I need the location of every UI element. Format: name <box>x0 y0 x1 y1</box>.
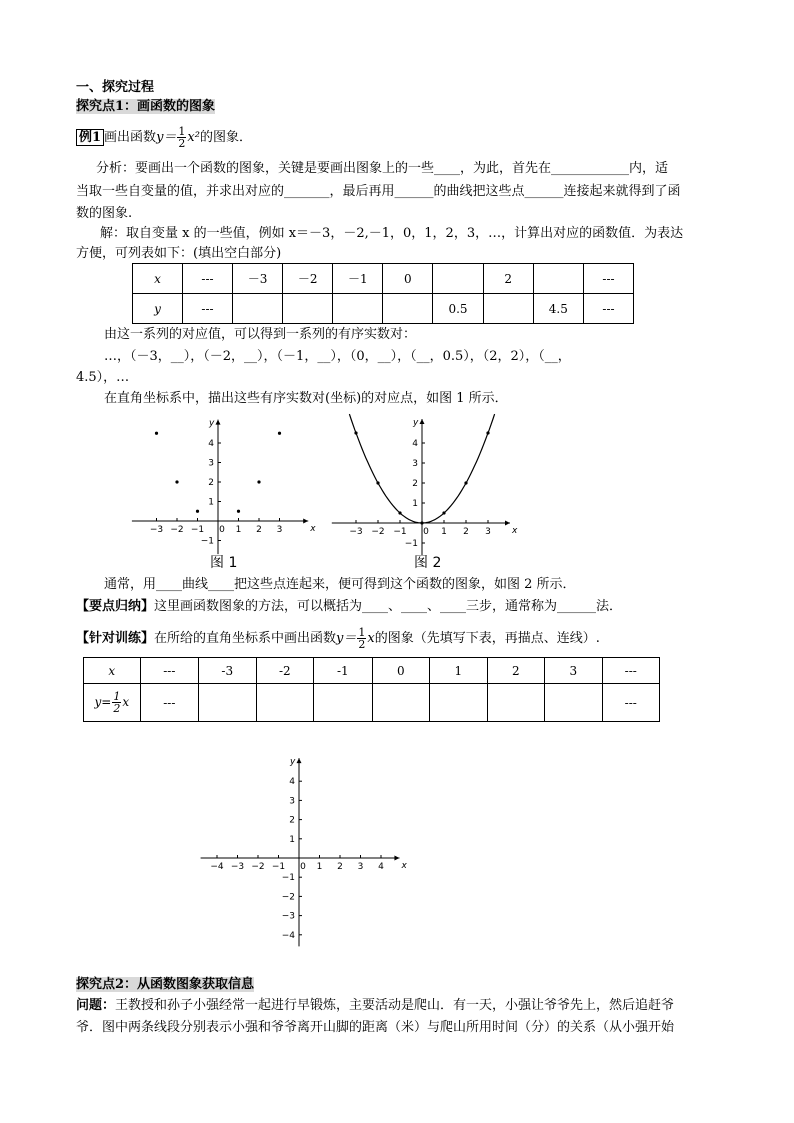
example-badge: 例1 <box>76 129 104 146</box>
table1-row-y <box>133 294 634 324</box>
x-tick-label: −1 <box>190 525 205 535</box>
analysis-line1: 分析：要画出一个函数的图象，关键是要画出图象上的一些____，为此，首先在____________内，适 <box>96 161 669 176</box>
fig1-point <box>155 432 158 435</box>
fig1-point <box>237 510 240 513</box>
table1-cell: 0 <box>383 264 433 294</box>
table1-cell: --- <box>583 264 633 294</box>
x-tick-label: 2 <box>256 525 262 535</box>
fig2-point <box>376 481 379 484</box>
fig2-point <box>398 511 401 514</box>
table1-cell: －2 <box>283 264 333 294</box>
table1-cell <box>433 264 483 294</box>
y-tick-label: 3 <box>208 458 214 469</box>
y-tick-label: −2 <box>281 892 295 903</box>
problem-label: 问题： <box>76 998 116 1013</box>
x-tick-label: −3 <box>230 862 245 872</box>
table2-y-frac-num: 1 <box>113 690 121 703</box>
x-tick-label: 0 <box>423 527 429 537</box>
fig2-point <box>442 511 445 514</box>
y-tick-label: 3 <box>412 459 418 469</box>
y-tick-label: −1 <box>200 536 214 547</box>
training-frac-den: 2 <box>358 638 366 651</box>
x-tick-label: −3 <box>349 527 363 537</box>
y-tick-label: 2 <box>208 478 214 488</box>
x-tick-label: −2 <box>371 527 385 537</box>
figure-2 <box>336 414 516 566</box>
section-title: 一、探究过程 <box>76 80 155 95</box>
blank-coordinate-grid <box>200 750 410 945</box>
example-pre: 画出函数 <box>104 130 157 145</box>
table1-cell <box>333 294 383 324</box>
fig1-point <box>278 432 281 435</box>
y-tick-label: 2 <box>289 815 295 826</box>
y-tick-label: 1 <box>208 497 214 508</box>
y-axis-arrow <box>420 419 425 424</box>
x-axis-arrow <box>303 519 308 524</box>
training-line <box>76 622 600 656</box>
problem-line1 <box>76 997 674 1015</box>
table1-cell <box>232 294 282 324</box>
pairs-line2: …，（－3，__），（－2，__），（－1，__），（0，__），（__，0.5），（2，2），（__， <box>104 349 571 364</box>
solution-line2: 方便，可列表如下：(填出空白部分) <box>76 246 282 261</box>
x-tick-label: 0 <box>219 525 225 535</box>
x-tick-label: −2 <box>251 862 265 872</box>
y-tick-label: 4 <box>412 439 418 449</box>
table2-cell: -1 <box>314 658 373 684</box>
value-table-2 <box>83 657 660 722</box>
table1-cell <box>283 294 333 324</box>
summary-text: 这里画函数图象的方法，可以概括为____、____、____三步，通常称为______法． <box>154 599 623 614</box>
fig1-point <box>196 510 199 513</box>
table1-cell <box>533 264 583 294</box>
table1-cell <box>383 294 433 324</box>
x-axis-arrow <box>394 856 399 861</box>
table2-cell: 2 <box>487 658 544 684</box>
y-tick-label: 2 <box>412 479 418 489</box>
table1-cell: 0.5 <box>433 294 483 324</box>
x-tick-label: 0 <box>300 862 306 872</box>
pairs-line3: 4.5），… <box>76 370 130 385</box>
table2-y-frac-den: 2 <box>113 702 121 715</box>
summary-label: 【要点归纳】 <box>76 599 155 614</box>
fig1-point <box>175 480 178 483</box>
fig2-point <box>420 521 423 524</box>
x-tick-label: 1 <box>235 525 242 535</box>
pairs-line4: 在直角坐标系中，描出这些有序实数对(坐标)的对应点，如图 1 所示． <box>104 391 508 406</box>
table2-row-x <box>84 658 660 684</box>
x-axis-arrow <box>505 521 510 526</box>
fig1-axes <box>132 419 316 555</box>
grid-axes <box>201 757 408 946</box>
x-tick-label: −2 <box>170 525 184 535</box>
training-label: 【针对训练】 <box>76 631 155 646</box>
example-post: 的图象． <box>199 130 252 145</box>
training-fraction <box>357 627 366 650</box>
x-tick-label: −3 <box>149 525 164 535</box>
table2-cell <box>199 684 257 722</box>
problem-text1: 王教授和孙子小强经常一起进行早锻炼，主要活动是爬山．有一天，小强让爷爷先上，然后追赶爷 <box>115 998 675 1013</box>
y-tick-label: −4 <box>281 930 295 941</box>
table1-cell: --- <box>183 294 233 324</box>
example-line <box>76 120 252 156</box>
table2-cell: --- <box>140 684 198 722</box>
table1-cell: －1 <box>333 264 383 294</box>
y-tick-label: −1 <box>281 873 295 884</box>
y-tick-label: −3 <box>281 911 295 922</box>
fig2-point <box>354 431 357 434</box>
training-pre: 在所给的直角坐标系中画出函数 <box>154 631 337 646</box>
table2-cell: 0 <box>372 658 429 684</box>
fig2-axes <box>332 418 518 555</box>
table2-cell <box>430 684 487 722</box>
example-func-x: x² <box>187 130 200 145</box>
x-tick-label: −1 <box>271 862 286 872</box>
table2-cell <box>314 684 373 722</box>
point2-title <box>76 976 254 994</box>
problem-line2: 爷．图中两条线段分别表示小强和爷爷离开山脚的距离（米）与爬山所用时间（分）的关系（从小强开始 <box>76 1020 675 1035</box>
table1-cell: 2 <box>483 264 533 294</box>
figure-1 <box>132 414 316 566</box>
y-tick-label: 4 <box>289 777 295 788</box>
analysis-line3: 数的图象. <box>76 206 133 221</box>
x-axis-label: x <box>401 861 407 871</box>
x-tick-label: 3 <box>276 525 283 535</box>
table2-y-post: x <box>122 695 130 709</box>
table2-cell: --- <box>602 684 660 722</box>
x-tick-label: 1 <box>316 862 323 872</box>
x-tick-label: −4 <box>210 862 224 872</box>
y-axis-label: y <box>290 757 296 768</box>
y-tick-label: 3 <box>289 796 295 807</box>
fig2-point <box>486 431 489 434</box>
table2-cell: 3 <box>545 658 602 684</box>
table2-y-label <box>84 684 141 722</box>
table2-cell <box>256 684 314 722</box>
pairs-line1: 由这一系列的对应值，可以得到一系列的有序实数对： <box>104 327 417 342</box>
x-tick-label: 3 <box>485 527 491 537</box>
table2-cell: x <box>84 658 141 684</box>
table1-row-x <box>133 264 634 294</box>
point2-title-text: 探究点2：从函数图象获取信息 <box>76 977 255 992</box>
value-table-1 <box>132 263 634 324</box>
point1-title <box>76 98 215 116</box>
fig1-point <box>257 480 260 483</box>
connect-line: 通常，用____曲线____把这些点连起来，便可得到这个函数的图象，如图 2 所示． <box>104 577 576 592</box>
table1-cell: 4.5 <box>533 294 583 324</box>
solution-line1: 解：取自变量 x 的一些值，例如 x＝－3，－2,－1，0，1，2，3，…，计算出对应的函数值．为表达 <box>100 226 684 241</box>
table2-cell: --- <box>140 658 198 684</box>
table2-y-fraction <box>112 691 121 714</box>
fig2-point <box>464 481 467 484</box>
y-axis-arrow <box>297 758 302 763</box>
x-tick-label: 4 <box>378 862 384 872</box>
training-func-x: x <box>367 631 375 646</box>
figure-1-caption: 图 1 <box>210 555 238 571</box>
table1-cell: --- <box>583 294 633 324</box>
table2-cell <box>487 684 544 722</box>
y-tick-label: 1 <box>289 834 295 845</box>
example-func-y: y＝ <box>156 130 177 145</box>
table2-cell: --- <box>602 658 660 684</box>
figure-2-caption: 图 2 <box>414 555 442 571</box>
x-tick-label: 2 <box>337 862 343 872</box>
table2-cell: 1 <box>430 658 487 684</box>
y-tick-label: 4 <box>208 439 214 449</box>
y-tick-label: −1 <box>404 539 418 549</box>
training-frac-num: 1 <box>358 626 366 639</box>
x-tick-label: 3 <box>357 862 364 872</box>
training-func-y: y＝ <box>336 631 357 646</box>
example-frac-num: 1 <box>178 125 186 138</box>
x-tick-label: 2 <box>463 527 469 537</box>
example-frac-den: 2 <box>178 137 186 150</box>
table2-cell: -3 <box>199 658 257 684</box>
summary-line <box>76 598 622 616</box>
table2-cell: -2 <box>256 658 314 684</box>
table1-cell: y <box>133 294 183 324</box>
y-tick-label: 1 <box>412 499 418 509</box>
x-tick-label: −1 <box>393 527 407 537</box>
x-axis-label: x <box>512 526 518 536</box>
table2-cell <box>372 684 429 722</box>
point1-title-text: 探究点1：画函数的图象 <box>76 99 216 114</box>
table2-row-y <box>84 684 660 722</box>
table1-cell: --- <box>183 264 233 294</box>
y-axis-label: y <box>413 418 419 428</box>
table2-cell <box>545 684 602 722</box>
table1-cell <box>483 294 533 324</box>
x-axis-label: x <box>310 524 316 534</box>
x-tick-label: 1 <box>441 527 447 537</box>
y-axis-arrow <box>216 420 221 425</box>
y-axis-label: y <box>209 418 215 429</box>
training-post: 的图象（先填写下表，再描点、连线）. <box>374 631 600 646</box>
table1-cell: －3 <box>232 264 282 294</box>
example-fraction <box>177 126 186 149</box>
table1-cell: x <box>133 264 183 294</box>
analysis-line2: 当取一些自变量的值，并求出对应的_______，最后再用______的曲线把这些点______连接起来就得到了函 <box>76 184 681 199</box>
table2-y-pre: y= <box>94 695 112 709</box>
